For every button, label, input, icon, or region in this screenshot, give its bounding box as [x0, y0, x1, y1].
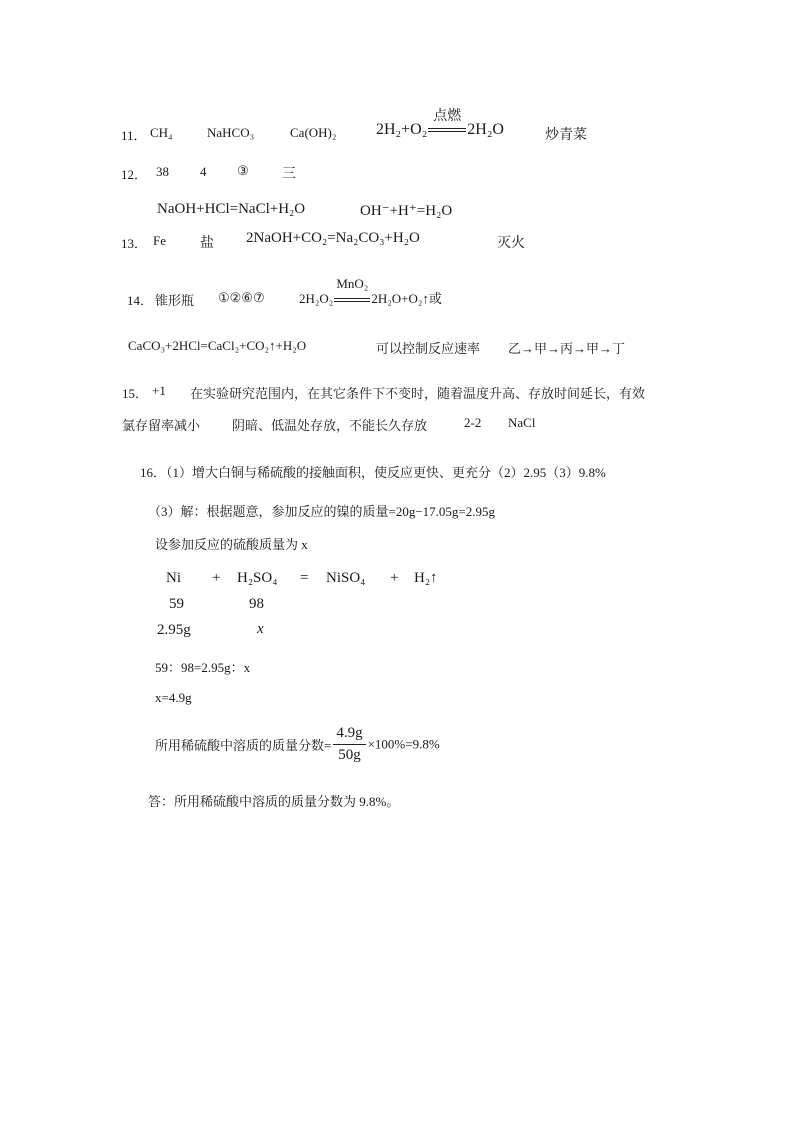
q16-given-x: [257, 621, 264, 638]
q14-equation-2: CaCO₃+2HCl=CaCl₂+CO₂↑+H₂O: [128, 338, 307, 353]
q15-answer-5: NaCl: [508, 415, 536, 430]
q14-answer-2: ①②⑥⑦: [218, 290, 265, 305]
q14-number: 14．: [127, 293, 154, 308]
q14-equation: [299, 276, 442, 307]
q11-condition: 点燃: [433, 109, 462, 124]
q15-answer-3: 阴暗、低温处存放，不能长久存放: [232, 418, 428, 433]
q16-fraction: [333, 725, 365, 764]
q16-eq-h2so4: H₂SO₄: [237, 570, 278, 586]
q16-fraction-denominator: 50g: [338, 747, 361, 763]
q16-result: x=4.9g: [155, 690, 192, 705]
q11-answer-1: CH₄: [150, 125, 173, 140]
q13-equation: 2NaOH+CO₂=Na₂CO₃+H₂O: [246, 230, 420, 246]
q11-equation-rhs: 2H₂O: [467, 121, 504, 138]
q16-eq-niso4: NiSO₄: [326, 570, 366, 586]
q11-equation-lhs: 2H₂+O₂: [376, 121, 428, 138]
q13-answer-4: 灭火: [497, 236, 525, 251]
q11-answer-5: 炒青菜: [545, 128, 587, 143]
q14-answer-5: 乙→甲→丙→甲→丁: [508, 341, 626, 356]
q12-answer-4: 三: [282, 167, 296, 182]
q16-eq-plus-2: +: [390, 570, 399, 586]
q15-answer-1: +1: [152, 383, 166, 398]
q15-answer-2-line2: 氯存留率减小: [122, 418, 201, 433]
q16-fraction-line: [155, 725, 440, 764]
q14-or: 或: [428, 291, 442, 306]
q16-line-1: 16．（1）增大白铜与稀硫酸的接触面积，使反应更快、更充分（2）2.95（3）9.8%: [140, 465, 606, 480]
q11-condition-arrow: [427, 109, 467, 139]
q16-fraction-label: 所用稀硫酸中溶质的质量分数=: [155, 738, 332, 753]
q11-number: 11．: [121, 128, 147, 143]
q16-given-x-var: x: [257, 621, 264, 637]
q16-answer: 答：所用稀硫酸中溶质的质量分数为 9.8%。: [148, 794, 400, 809]
q13-answer-1: Fe: [153, 233, 166, 248]
q16-eq-ni: Ni: [166, 570, 181, 586]
q11-answer-3: Ca(OH)₂: [290, 125, 337, 140]
q16-fraction-tail: ×100%=9.8%: [367, 736, 440, 752]
q14-answer-4: 可以控制反应速率: [376, 341, 481, 356]
q16-eq-plus-1: +: [212, 570, 221, 586]
q16-given-ni: 2.95g: [157, 622, 191, 638]
q16-mass-ni: 59: [169, 596, 184, 612]
q12-number: 12．: [121, 167, 148, 182]
q15-answer-2-line1: 在实验研究范围内，在其它条件下不变时，随着温度升高、存放时间延长，有效: [190, 386, 646, 401]
q15-number: 15．: [122, 386, 149, 401]
q12-equation-1: NaOH+HCl=NaCl+H₂O: [157, 201, 306, 217]
q14-equation-rhs: 2H₂O+O₂↑: [371, 291, 429, 306]
q16-mass-h2so4: 98: [249, 596, 264, 612]
q11-answer-2: NaHCO₃: [207, 125, 255, 140]
q13-number: 13．: [121, 236, 148, 251]
q12-answer-3: ③: [237, 163, 249, 178]
q16-fraction-numerator: 4.9g: [333, 725, 365, 745]
q14-answer-1: 锥形瓶: [155, 293, 195, 308]
q13-answer-2: 盐: [200, 236, 214, 251]
q14-equation-lhs: 2H₂O₂: [299, 291, 334, 306]
q12-answer-2: 4: [200, 164, 207, 179]
q14-equals-bar: [334, 298, 370, 302]
q11-equation: [376, 109, 504, 139]
q12-equation-2: OH⁻+H⁺=H₂O: [360, 203, 453, 219]
q16-eq-equals: =: [300, 570, 309, 586]
q14-condition: MnO₂: [336, 276, 369, 291]
q16-line-2: （3）解：根据题意，参加反应的镍的质量=20g−17.05g=2.95g: [148, 504, 495, 519]
q16-ratio: 59：98=2.95g：x: [155, 660, 251, 675]
q12-answer-1: 38: [156, 164, 169, 179]
q11-equals-bar: [428, 128, 466, 132]
q16-line-3: 设参加反应的硫酸质量为 x: [155, 537, 308, 552]
q16-eq-h2: H₂↑: [414, 570, 438, 586]
q14-condition-arrow: [333, 276, 371, 307]
q15-answer-4: 2-2: [464, 415, 482, 430]
